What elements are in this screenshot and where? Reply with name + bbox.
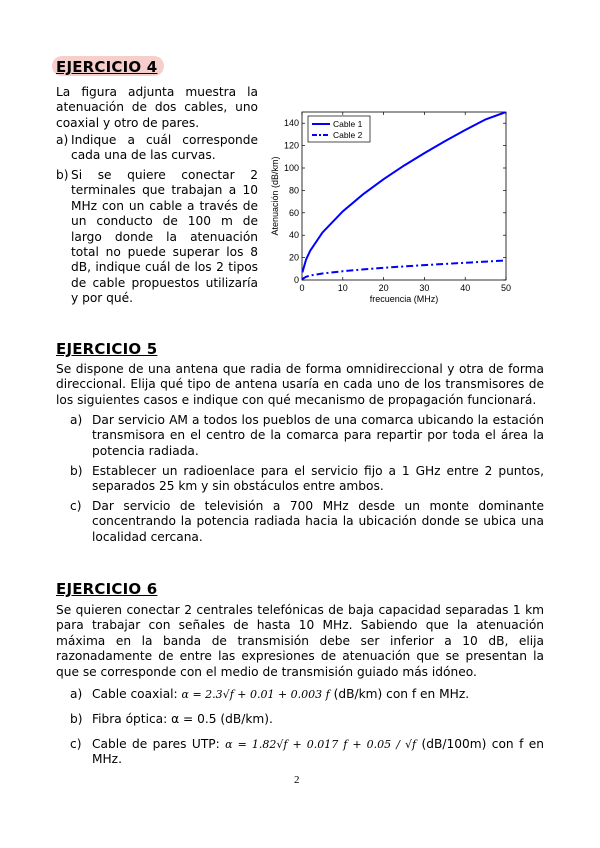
ej5-c-label: c) xyxy=(70,499,82,513)
chart-layer xyxy=(270,112,511,304)
ej5-a-text: Dar servicio AM a todos los pueblos de una comarca ubicando la estación transmisora en el centro de la comarca para repartir por toda el área la potencia radiada. xyxy=(92,413,544,458)
ej6-b-text: Fibra óptica: α = 0.5 (dB/km). xyxy=(92,712,273,726)
ej6-item-a xyxy=(70,687,544,702)
ej6-a-label: a) xyxy=(70,687,83,701)
utp-formula: α = 1.82√f + 0.017 f + 0.05 / √f xyxy=(225,738,417,751)
ej6-c-prefix: Cable de pares UTP: xyxy=(92,737,220,751)
ej4-item-b xyxy=(56,168,258,307)
ej5-heading: EJERCICIO 5 xyxy=(56,340,158,358)
ej6-b-label: b) xyxy=(70,712,83,726)
ej6-a-prefix: Cable coaxial: xyxy=(92,687,178,701)
page-number: 2 xyxy=(294,774,300,786)
ej6-heading: EJERCICIO 6 xyxy=(56,580,158,598)
ej6-c-label: c) xyxy=(70,737,82,751)
x-tick-label: 40 xyxy=(460,283,471,293)
y-tick-label: 40 xyxy=(288,230,299,241)
ej4-a-label: a) xyxy=(56,133,69,147)
x-axis-label: frecuencia (MHz) xyxy=(369,294,439,304)
ej5-a-label: a) xyxy=(70,413,83,427)
coax-formula: α = 2.3√f + 0.01 + 0.003 f xyxy=(181,688,330,701)
legend-label-1: Cable 1 xyxy=(333,119,363,129)
ej5-b-label: b) xyxy=(70,464,83,478)
x-tick-label: 30 xyxy=(419,283,430,293)
y-axis-label: Atenuación (dB/km) xyxy=(270,156,280,236)
y-tick-label: 20 xyxy=(288,252,299,263)
y-tick-label: 120 xyxy=(283,140,299,151)
ej5-c-text: Dar servicio de televisión a 700 MHz desde un monte dominante concentrando la potencia radiada hacia la ubicación donde se ubica una localidad cercana. xyxy=(92,499,544,544)
ej6-item-c xyxy=(70,737,544,768)
ej5-b-text: Establecer un radioenlace para el servicio fijo a 1 GHz entre 2 puntos, separados 25 km y sin obstáculos entre ambos. xyxy=(92,464,544,494)
ej5-item-c xyxy=(70,499,544,545)
y-tick-label: 60 xyxy=(288,207,299,218)
ej4-intro: La figura adjunta muestra la atenuación de dos cables, uno coaxial y otro de pares. xyxy=(56,85,258,130)
y-tick-label: 80 xyxy=(288,185,299,196)
ej6-a-suffix: (dB/km) con f en MHz. xyxy=(333,687,470,701)
legend-label-2: Cable 2 xyxy=(333,130,363,140)
ej4-item-a xyxy=(56,133,258,164)
ej5-item-b xyxy=(70,464,544,495)
ej4-heading: EJERCICIO 4 xyxy=(56,58,158,76)
x-tick-label: 50 xyxy=(500,283,512,293)
ej4-a-text: Indique a cuál corresponde cada una de las curvas. xyxy=(71,133,258,163)
ej6-item-b xyxy=(70,712,544,727)
x-tick-label: 0 xyxy=(299,283,305,293)
ej6-intro: Se quieren conectar 2 centrales telefónicas de baja capacidad separadas 1 km para trabajar con señales de hasta 10 MHz. Sabiendo que la atenuación máxima en la banda de transmisión debe ser inferior a 10 dB, elija razonadamente de entre las expresiones de atenuación que se presentan la que se corresponde con el medio de transmisión guiado más idóneo. xyxy=(56,603,544,679)
y-tick-label: 0 xyxy=(293,275,299,285)
ej6-c-suffix: (dB/100m) con f en MHz. xyxy=(92,737,545,767)
ej5-item-a xyxy=(70,413,544,459)
x-tick-label: 10 xyxy=(337,283,348,293)
ej5-intro: Se dispone de una antena que radia de forma omnidireccional y otra de forma direccional. Elija qué tipo de antena usaría en cada uno de los transmisores de los siguientes casos e indique con qué mecanismo de propagación funcionará. xyxy=(56,362,544,407)
attenuation-chart xyxy=(268,104,518,304)
x-tick-label: 20 xyxy=(378,283,389,293)
ej4-b-label: b) xyxy=(56,168,69,182)
y-tick-label: 140 xyxy=(283,118,299,129)
ej4-b-text: Si se quiere conectar 2 terminales que trabajan a 10 MHz con un cable a través de un conducto de 100 m de largo donde la atenuación total no puede superar los 8 dB, indique cuál de los 2 tipos de cable propuestos utilizaría y por qué. xyxy=(71,168,258,306)
y-tick-label: 100 xyxy=(283,163,299,173)
